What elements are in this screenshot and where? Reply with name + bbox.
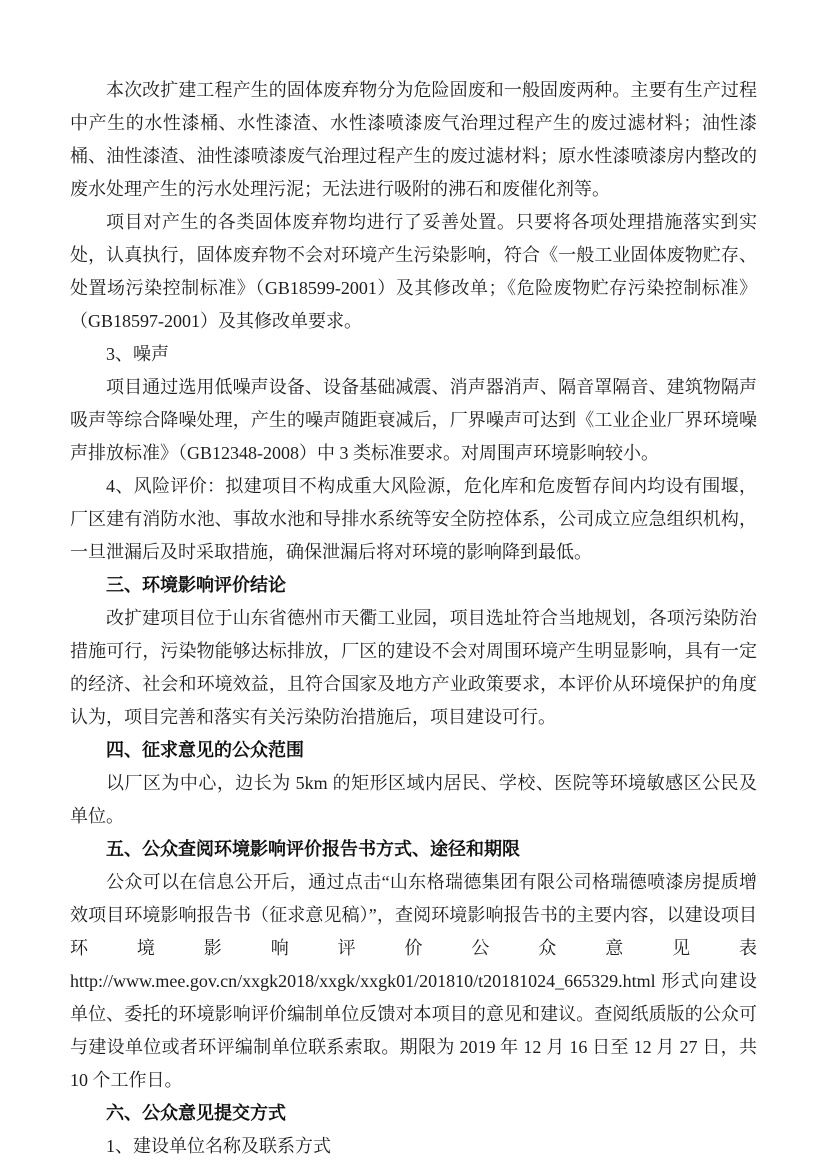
paragraph-report-access-details: 公众可以在信息公开后，通过点击“山东格瑞德集团有限公司格瑞德喷漆房提质增效项目环境影响报告书（征求意见稿）”，查阅环境影响报告书的主要内容，以建设项目环境影响评价公众意见表 http://www.mee.gov.cn/xxgk2018/xxgk/xxgk01/201810/t20181024_665329.html 形式向建设单位、委托的环境影响评价编制单位反馈对本项目的意见和建议。查阅纸质版的公众可与建设单位或者环评编制单位联系索取。期限为 2019 年 12 月 16 日至 12 月 27 日，共 10 个工作日。 xyxy=(70,872,757,1090)
list-item-1-company-contact: 1、建设单位名称及联系方式 xyxy=(106,1136,331,1156)
paragraph-eia-conclusion: 改扩建项目位于山东省德州市天衢工业园，项目选址符合当地规划，各项污染防治措施可行，污染物能够达标排放，厂区的建设不会对周围环境产生明显影响，具有一定的经济、社会和环境效益，且符合国家及地方产业政策要求，本评价从环境保护的角度认为，项目完善和落实有关污染防治措施后，项目建设可行。 xyxy=(70,608,757,727)
list-item-3-noise: 3、噪声 xyxy=(106,344,169,364)
paragraph-noise-control: 项目通过选用低噪声设备、设备基础减震、消声器消声、隔音罩隔音、建筑物隔声吸声等综合降噪处理，产生的噪声随距衰减后，厂界噪声可达到《工业企业厂界环境噪声排放标准》（GB12348-2008）中 3 类标准要求。对周围声环境影响较小。 xyxy=(70,377,757,463)
section-heading-6-opinion-submission: 六、公众意见提交方式 xyxy=(106,1103,286,1123)
section-heading-5-report-access: 五、公众查阅环境影响评价报告书方式、途径和期限 xyxy=(106,839,520,859)
paragraph-solid-waste-disposal: 项目对产生的各类固体废弃物均进行了妥善处置。只要将各项处理措施落实到实处，认真执行，固体废弃物不会对环境产生污染影响，符合《一般工业固体废物贮存、处置场污染控制标准》（GB18599-2001）及其修改单；《危险废物贮存污染控制标准》（GB18597-2001）及其修改单要求。 xyxy=(70,212,757,331)
section-heading-3-eia-conclusion: 三、环境影响评价结论 xyxy=(106,575,286,595)
paragraph-solid-waste-types: 本次改扩建工程产生的固体废弃物分为危险固废和一般固废两种。主要有生产过程中产生的水性漆桶、水性漆渣、水性漆喷漆废气治理过程产生的废过滤材料；油性漆桶、油性漆渣、油性漆喷漆废气治理过程产生的废过滤材料；原水性漆喷漆房内整改的废水处理产生的污水处理污泥；无法进行吸附的沸石和废催化剂等。 xyxy=(70,80,757,199)
section-heading-4-public-scope: 四、征求意见的公众范围 xyxy=(106,740,304,760)
paragraph-risk-assessment: 4、风险评价：拟建项目不构成重大风险源，危化库和危废暂存间内均设有围堰，厂区建有消防水池、事故水池和导排水系统等安全防控体系，公司成立应急组织机构，一旦泄漏后及时采取措施，确保泄漏后将对环境的影响降到最低。 xyxy=(70,476,757,562)
paragraph-public-scope: 以厂区为中心，边长为 5km 的矩形区域内居民、学校、医院等环境敏感区公民及单位。 xyxy=(70,773,757,826)
